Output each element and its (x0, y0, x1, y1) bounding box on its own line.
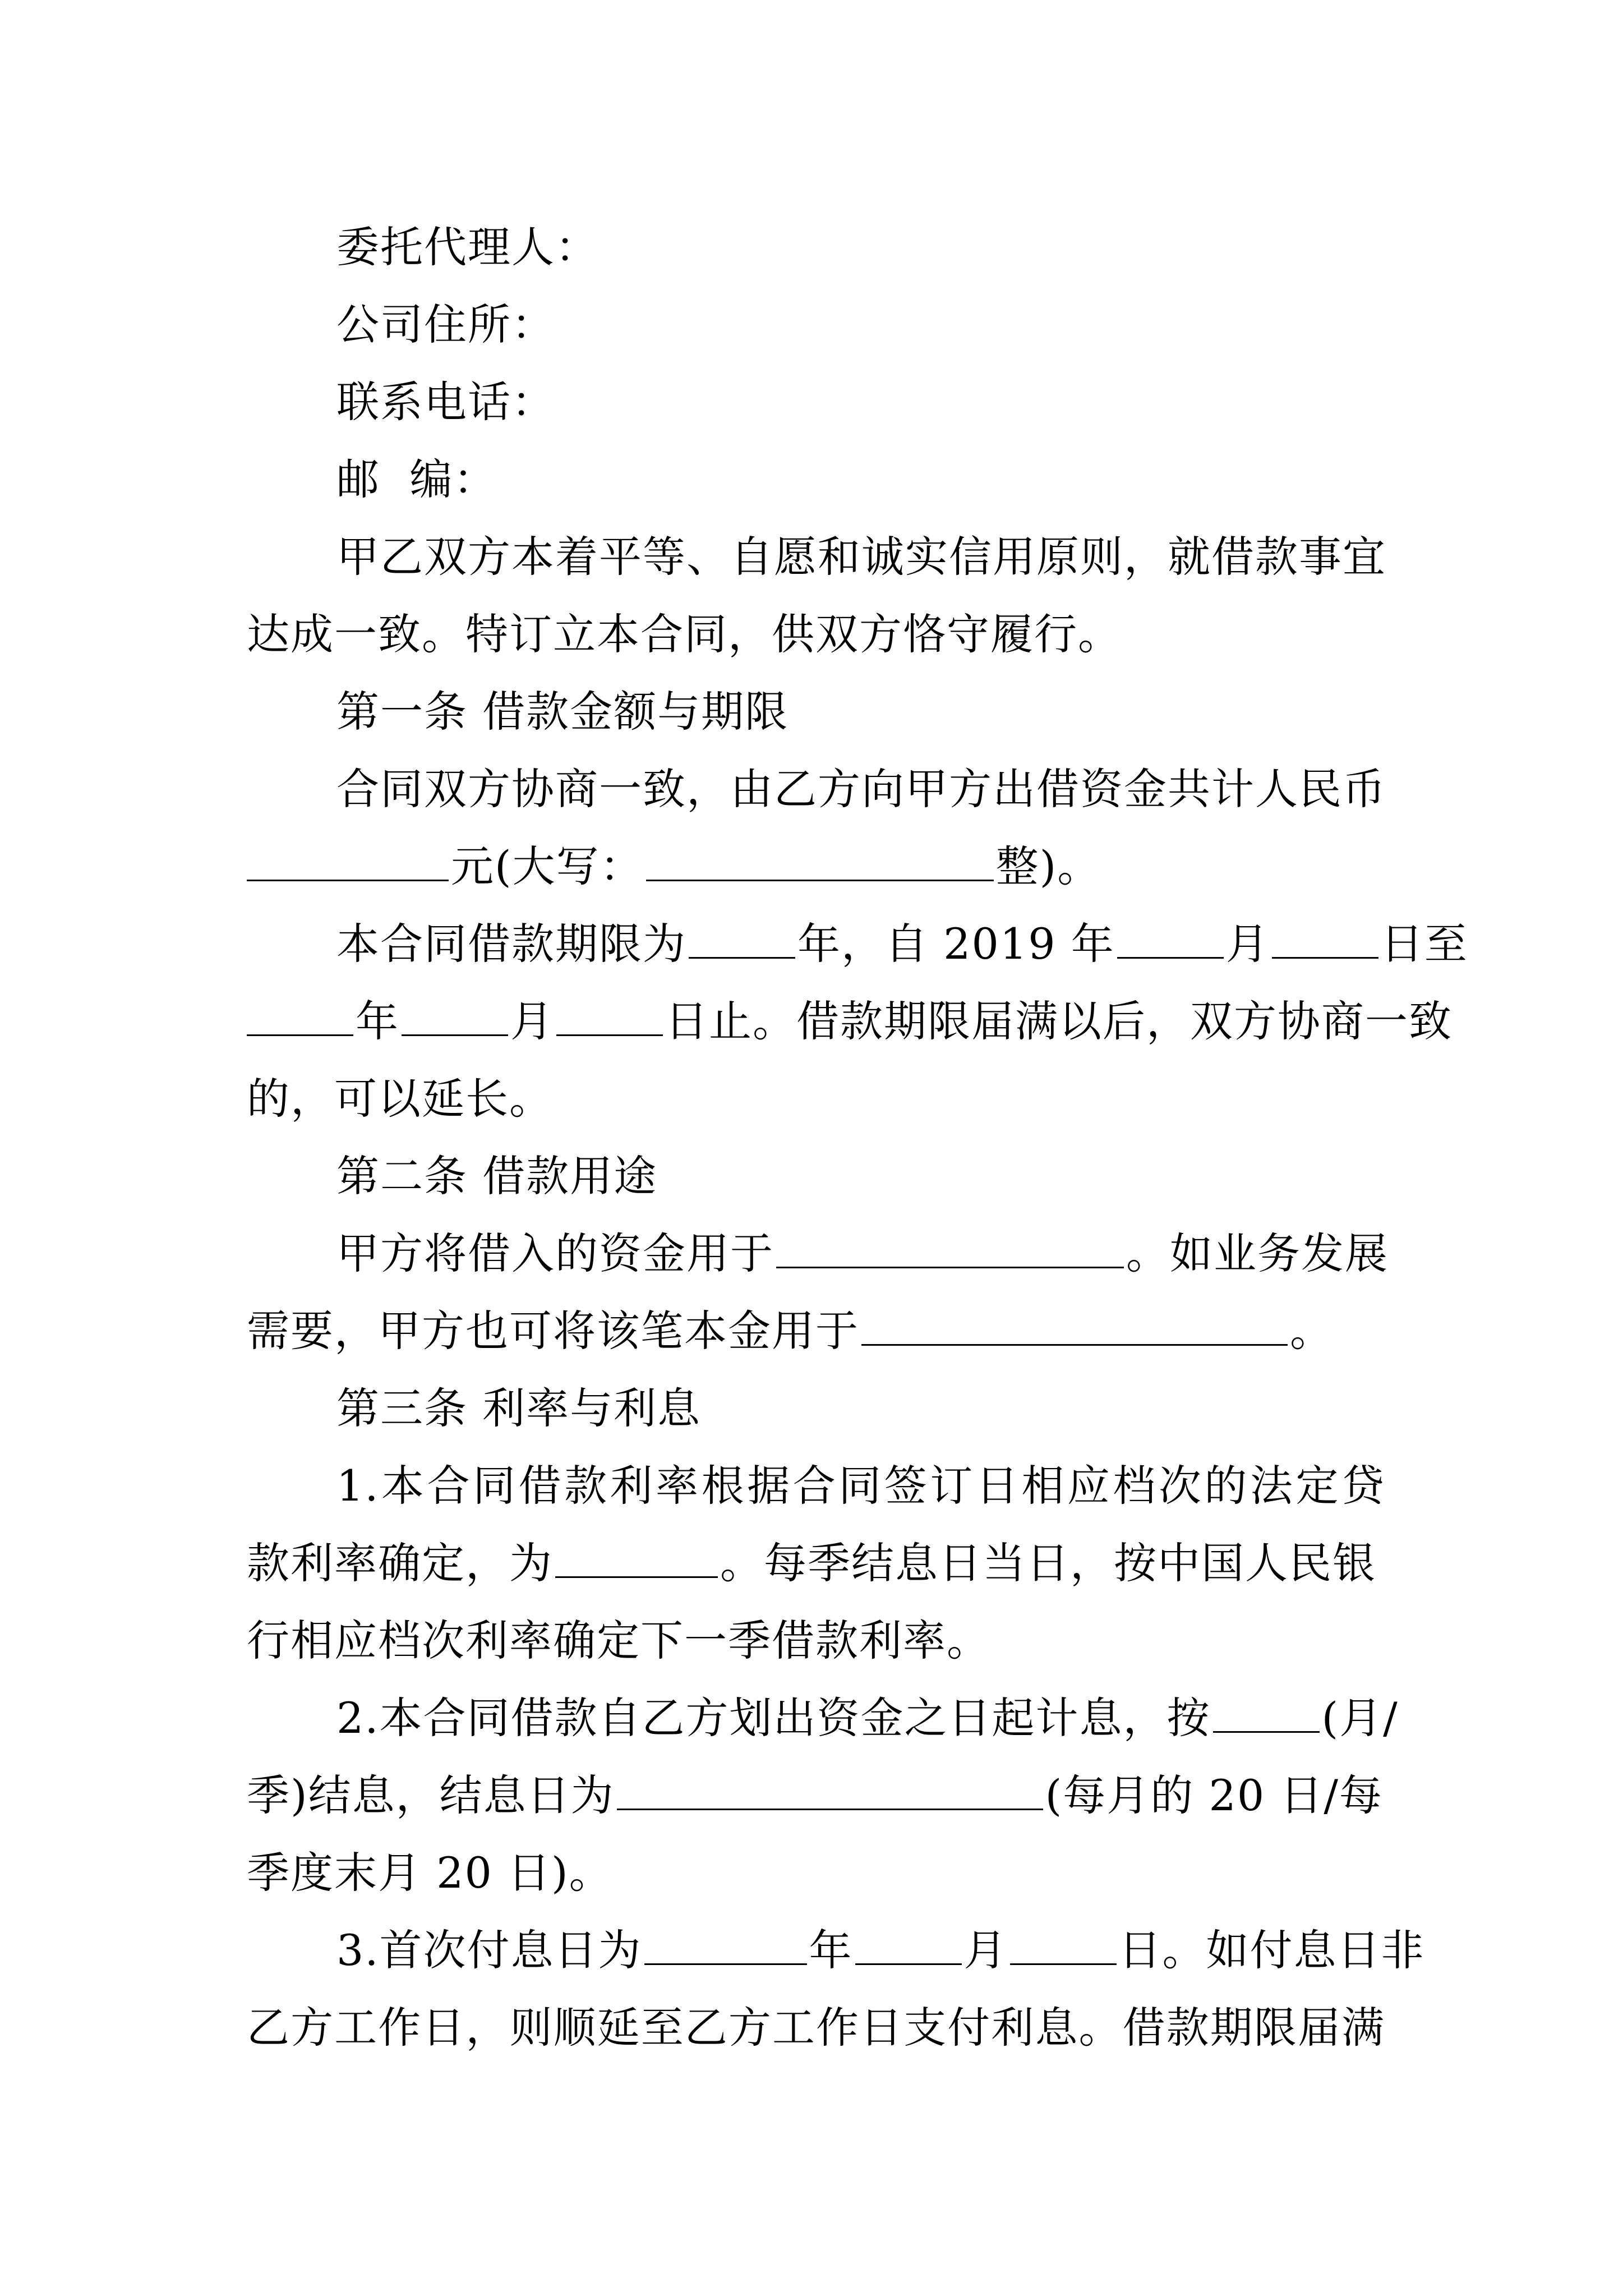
term-text-1b: 年，自 2019 年 (797, 919, 1115, 969)
interest-line-2 (247, 1757, 1385, 1834)
interest-line-1 (247, 1680, 1399, 1757)
article-2-heading (247, 1138, 1385, 1215)
amount-text-2b: 整)。 (995, 841, 1101, 891)
rate-line-1 (247, 1447, 1385, 1525)
purpose-text-2a: 需要，甲方也可将该笔本金用于 (247, 1306, 859, 1356)
phone-text: 联系电话： (336, 377, 555, 427)
rate-line-3 (247, 1602, 1385, 1680)
preamble-text-2: 达成一致。特订立本合同，供双方恪守履行。 (247, 609, 1122, 659)
purpose-text-1b: 。如业务发展 (1126, 1228, 1389, 1278)
address-text: 公司住所： (336, 300, 555, 349)
term-years-blank (689, 921, 795, 959)
first-payment-year-blank (644, 1927, 807, 1965)
first-payment-line-2 (247, 1989, 1385, 2067)
amount-line-2 (247, 828, 1385, 905)
rate-blank (555, 1540, 718, 1578)
interest-line-3 (247, 1834, 1385, 1912)
interest-text-2b: (每月的 20 日/每 (1045, 1770, 1383, 1820)
first-payment-text-1b: 年 (809, 1925, 853, 1975)
end-year-blank (247, 999, 353, 1036)
article-1-heading (247, 673, 1385, 751)
interest-text-1a: 2.本合同借款自乙方划出资金之日起计息，按 (336, 1693, 1211, 1743)
settlement-date-blank (617, 1773, 1043, 1810)
purpose-line-1 (247, 1215, 1389, 1292)
amount-text-1: 合同双方协商一致，由乙方向甲方出借资金共计人民币 (336, 764, 1386, 814)
rate-text-2b: 。每季结息日当日，按中国人民银 (720, 1538, 1376, 1588)
article-3-title: 第三条 利率与利息 (336, 1383, 702, 1433)
agent-label (247, 209, 1385, 286)
term-text-2b: 月 (510, 996, 554, 1046)
term-text-1c: 月 (1225, 919, 1270, 969)
interest-text-1b: (月/ (1321, 1693, 1399, 1743)
rate-line-2 (247, 1525, 1385, 1602)
first-payment-text-1c: 月 (963, 1925, 1008, 1975)
term-line-3 (247, 1060, 1385, 1138)
postcode-text: 邮 编： (336, 454, 497, 504)
first-payment-month-blank (855, 1927, 962, 1965)
agent-text: 委托代理人： (336, 222, 599, 272)
interest-text-2a: 季)结息，结息日为 (247, 1770, 615, 1820)
purpose-line-2 (247, 1292, 1385, 1370)
first-payment-line-1 (247, 1912, 1425, 1989)
first-payment-text-1a: 3.首次付息日为 (336, 1925, 642, 1975)
rate-text-1: 1.本合同借款利率根据合同签订日相应档次的法定贷 (336, 1461, 1385, 1511)
start-day-blank (1272, 921, 1378, 959)
article-1-title: 第一条 借款金额与期限 (336, 687, 789, 737)
first-payment-day-blank (1010, 1927, 1117, 1965)
term-text-3: 的，可以延长。 (247, 1074, 553, 1124)
preamble-line-1 (247, 518, 1385, 596)
article-2-title: 第二条 借款用途 (336, 1151, 658, 1201)
amount-line-1 (247, 751, 1385, 828)
term-text-2a: 年 (356, 996, 399, 1046)
end-month-blank (402, 999, 508, 1036)
phone-label (247, 364, 1385, 441)
term-line-1 (247, 905, 1468, 983)
first-payment-text-1d: 日。如付息日非 (1118, 1925, 1425, 1975)
purpose-text-1a: 甲方将借入的资金用于 (336, 1228, 774, 1278)
address-label (247, 286, 1385, 364)
rate-text-2a: 款利率确定，为 (247, 1538, 553, 1588)
postcode-label (247, 441, 1385, 518)
settlement-period-blank (1213, 1695, 1320, 1733)
interest-text-3: 季度末月 20 日)。 (247, 1848, 613, 1898)
first-payment-text-2: 乙方工作日，则顺延至乙方工作日支付利息。借款期限届满 (247, 2003, 1385, 2053)
amount-text-2a: 元(大写： (451, 841, 644, 891)
purpose-blank (776, 1231, 1124, 1268)
term-line-2 (247, 983, 1453, 1060)
preamble-text-1: 甲乙双方本着平等、自愿和诚实信用原则，就借款事宜 (336, 532, 1386, 582)
term-text-1a: 本合同借款期限为 (336, 919, 686, 969)
purpose-text-2b: 。 (1290, 1306, 1334, 1356)
end-day-blank (556, 999, 663, 1036)
alt-purpose-blank (861, 1308, 1288, 1346)
term-text-1d: 日至 (1380, 919, 1468, 969)
document-body (247, 209, 1468, 2067)
preamble-line-2 (247, 596, 1385, 673)
amount-figure-blank (247, 844, 449, 881)
rate-text-3: 行相应档次利率确定下一季借款利率。 (247, 1616, 990, 1665)
amount-words-blank (646, 844, 994, 881)
article-3-heading (247, 1370, 1385, 1447)
term-text-2c: 日止。借款期限届满以后，双方协商一致 (665, 996, 1453, 1046)
start-month-blank (1117, 921, 1224, 959)
